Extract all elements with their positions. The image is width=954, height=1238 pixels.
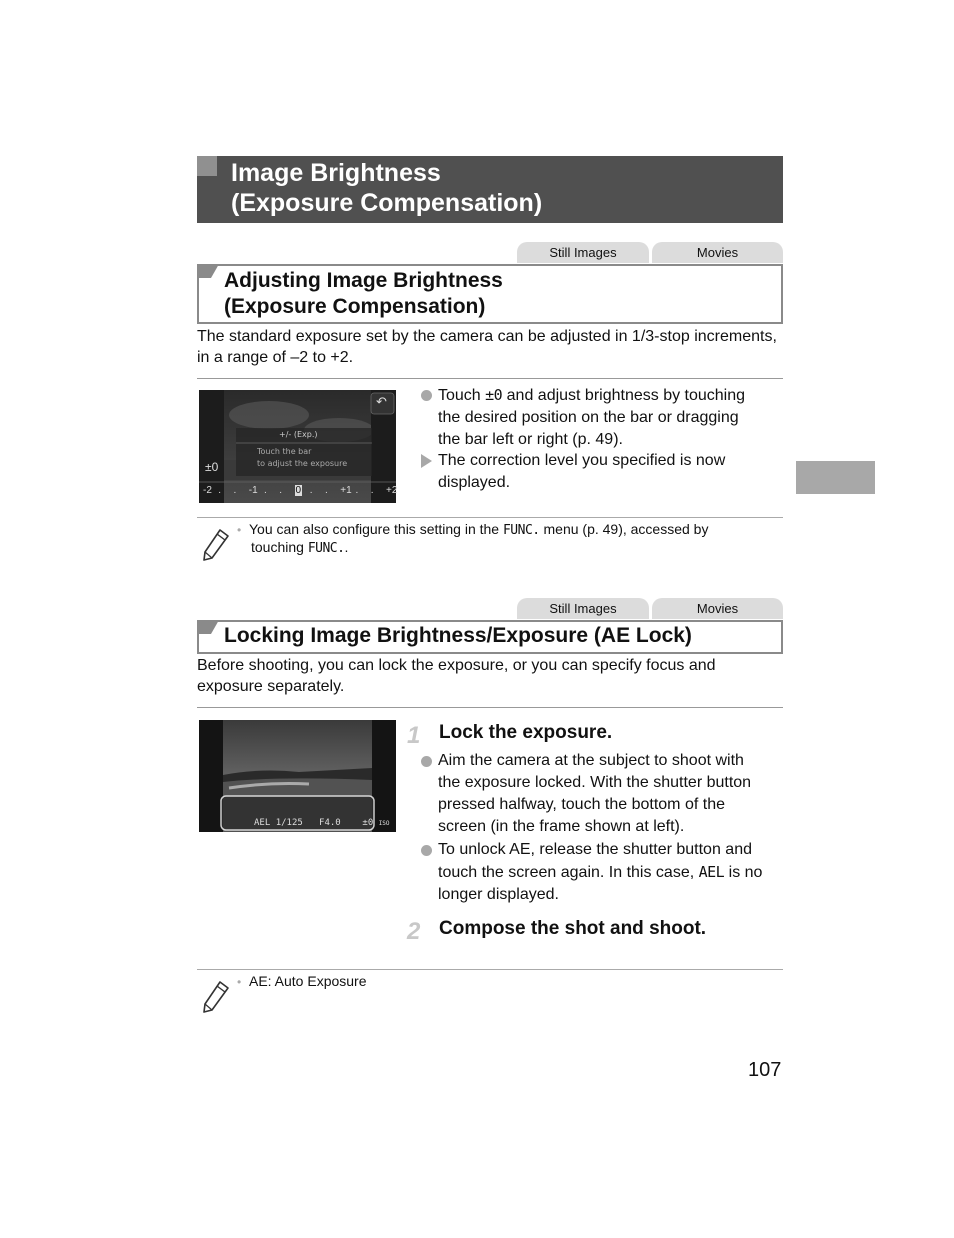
bullet-circle-icon (421, 845, 432, 856)
section-header (197, 264, 783, 324)
scale-dot: . (279, 485, 283, 496)
bullet-circle-icon (421, 756, 432, 767)
iso-icon: ISO (378, 820, 390, 827)
aperture: F4.0 (319, 818, 341, 828)
scale-tick-label: -2 (203, 485, 212, 496)
bullet-text: and adjust brightness by touching (502, 387, 746, 404)
ae-lock-info[interactable] (254, 818, 390, 828)
step-title: Lock the exposure. (439, 722, 613, 743)
scale-dot: . (325, 485, 328, 496)
scale-dot: . (264, 485, 267, 496)
exposure-icon: ±0 (205, 460, 219, 474)
ael-icon: AEL (698, 863, 725, 881)
section-marker-tail (211, 264, 219, 278)
scale-dot: . (309, 485, 313, 496)
hint-line-2: to adjust the exposure (257, 459, 348, 468)
bullet-text: the bar left or right (p. 49). (438, 431, 623, 448)
pencil-icon (202, 980, 230, 1019)
divider (197, 969, 783, 970)
camera-screen-exposure (199, 390, 396, 503)
section-marker (197, 264, 211, 278)
bullet-text: longer displayed. (438, 886, 559, 903)
scale-dot: . (218, 485, 222, 496)
return-arrow-icon: ↶ (376, 394, 387, 409)
step-number: 1 (407, 722, 421, 749)
tab-still-images: Still Images (517, 242, 649, 263)
section-header (197, 620, 783, 654)
bullet-text: pressed halfway, touch the bottom of the (438, 796, 725, 813)
hint-line-1: Touch the bar (257, 447, 312, 456)
scale-tick-label: +2 (386, 485, 398, 496)
tab-still-images: Still Images (517, 598, 649, 619)
bullet-text: Aim the camera at the subject to shoot with (438, 752, 744, 769)
screen-illustration (199, 720, 396, 832)
section-title: Locking Image Brightness/Exposure (AE Lock) (224, 624, 692, 647)
section-marker (197, 620, 211, 634)
exposure-icon: ±0 (485, 386, 503, 404)
note-text: touching (251, 539, 308, 555)
section-intro: The standard exposure set by the camera can be adjusted in 1/3-stop increments, in a range of –2 to +2. (197, 328, 777, 366)
page-title: Image Brightness (Exposure Compensation) (231, 159, 543, 217)
title-marker (197, 156, 217, 176)
ael-icon: AEL (254, 818, 271, 828)
tab-movies: Movies (652, 242, 783, 263)
note-text: You can also configure this setting in the (248, 521, 503, 537)
chapter-title-bar (197, 156, 783, 223)
scale-dot: . (355, 485, 359, 496)
scale-tick-label: -1 (248, 485, 258, 496)
exposure-value: ±0 (362, 818, 374, 828)
bullet-text: displayed. (438, 474, 511, 491)
chapter-side-tab (796, 461, 875, 494)
step-number: 2 (407, 918, 421, 945)
note-text: menu (p. 49), accessed by (539, 521, 709, 537)
scale-dot: . (370, 485, 374, 496)
menu-label: +/- (Exp.) (279, 430, 318, 439)
bullet-text: screen (in the frame shown at left). (438, 818, 685, 835)
bullet-text: is no (724, 864, 763, 881)
scale-dot: . (233, 485, 237, 496)
note: • AE: Auto Exposure (237, 973, 367, 989)
note: • You can also configure this setting in the FUNC. menu (p. 49), accessed by touching FUNC.. (237, 521, 709, 556)
page-number: 107 (748, 1059, 782, 1081)
camera-screen-ae-lock (199, 720, 396, 832)
bullet-text: The correction level you specified is now (438, 452, 726, 469)
func-icon: FUNC. (502, 523, 540, 538)
bullet-text: touch the screen again. In this case, (438, 864, 699, 881)
bullet-text: the exposure locked. With the shutter button (438, 774, 752, 791)
section-title: Adjusting Image Brightness (Exposure Compensation) (224, 269, 503, 318)
scale-tick-label: +1 (340, 485, 352, 496)
pencil-icon (202, 528, 230, 567)
divider (197, 517, 783, 518)
result-arrow-icon (421, 454, 432, 468)
divider (197, 707, 783, 708)
mode-tabs (517, 242, 783, 264)
scale-tick-label: 0 (295, 485, 302, 496)
func-icon: FUNC. (307, 541, 345, 556)
exposure-scale[interactable] (203, 485, 398, 499)
mode-tabs (517, 598, 783, 620)
bullet-text: the desired position on the bar or dragging (438, 409, 739, 426)
step-title: Compose the shot and shoot. (439, 918, 707, 939)
shutter-speed: 1/125 (275, 818, 303, 828)
divider (197, 378, 783, 379)
note-text: AE: Auto Exposure (248, 973, 367, 989)
section-intro: Before shooting, you can lock the exposure, or you can specify focus and exposure separately. (197, 657, 716, 695)
bullet-text: Touch (438, 387, 486, 404)
note-text: . (344, 539, 349, 555)
section-marker-tail (211, 620, 219, 634)
bullet-circle-icon (421, 390, 432, 401)
tab-movies: Movies (652, 598, 783, 619)
bullet-text: To unlock AE, release the shutter button and (438, 841, 752, 858)
